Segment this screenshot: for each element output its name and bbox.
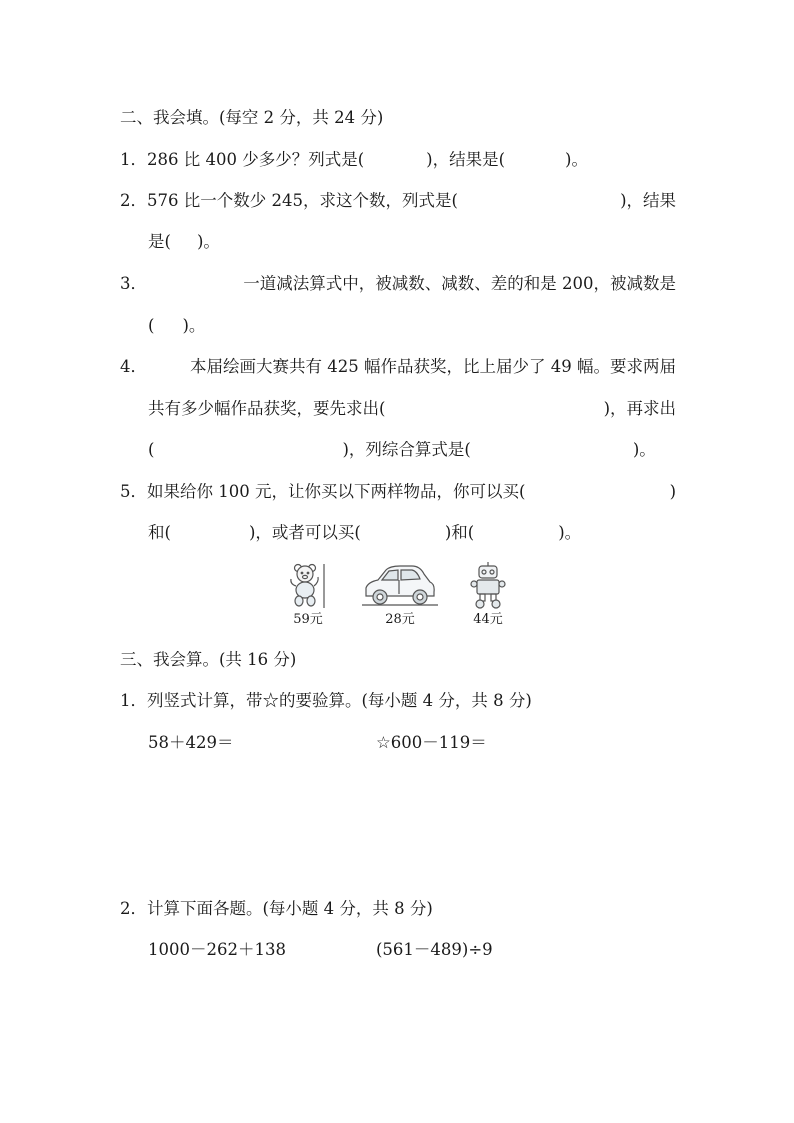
expression: (561－489)÷9 (376, 940, 493, 959)
item-price: 59元 (293, 612, 323, 627)
bear-toy-icon (288, 562, 328, 610)
question-2-4: 4． 本届绘画大赛共有 425 幅作品获奖，比上届少了 49 幅。要求两届 (120, 352, 676, 382)
answer-blank[interactable] (458, 186, 620, 216)
section-3-title: 三、我会算。(共 16 分) (120, 650, 297, 669)
expression: ☆600－119＝ (376, 733, 487, 752)
item-price: 28元 (385, 612, 415, 627)
toy-car-icon (362, 562, 438, 610)
question-2-3: 3． 一道减法算式中，被减数、减数、差的和是 200，被减数是 (120, 269, 676, 299)
question-3-1-exprs (148, 728, 676, 758)
section-2-title: 二、我会填。(每空 2 分，共 24 分) (120, 108, 384, 127)
item-bear (286, 562, 330, 628)
question-2-2-cont: 是( )。 (148, 232, 220, 251)
expression: 1000－262＋138 (148, 940, 286, 959)
q-number: 5． (120, 482, 147, 501)
question-2-2: 2．576 比一个数少 245，求这个数，列式是( )，结果 (120, 186, 676, 216)
q-number: 3． (120, 274, 147, 293)
answer-blank[interactable] (385, 394, 603, 424)
question-2-4-cont-1: 共有多少幅作品获奖，要先求出( )，再求出 (148, 394, 676, 424)
question-2-5: 5．如果给你 100 元，让你买以下两样物品，你可以买( ) (120, 477, 676, 507)
q-number: 1． (120, 691, 147, 710)
item-car (362, 562, 438, 628)
question-2-4-cont-2: ( )，列综合算式是( )。 (148, 440, 656, 459)
robot-toy-icon (470, 562, 506, 610)
expression: 58＋429＝ (148, 733, 234, 752)
q-number: 1． (120, 150, 147, 169)
answer-blank[interactable] (525, 477, 669, 507)
question-2-5-cont: 和( )，或者可以买( )和( )。 (148, 523, 582, 542)
item-pictures (280, 562, 520, 634)
q-number: 2． (120, 191, 147, 210)
question-3-2-exprs (148, 935, 676, 965)
question-2-3-cont: ( )。 (148, 316, 206, 335)
question-3-2: 2．计算下面各题。(每小题 4 分，共 8 分) (120, 899, 433, 918)
question-2-1: 1．286 比 400 少多少？列式是( )，结果是( )。 (120, 150, 588, 169)
q-number: 4． (120, 357, 147, 376)
q-number: 2． (120, 899, 147, 918)
item-robot (468, 562, 508, 628)
question-3-1: 1．列竖式计算，带☆的要验算。(每小题 4 分，共 8 分) (120, 691, 532, 710)
item-price: 44元 (473, 612, 503, 627)
